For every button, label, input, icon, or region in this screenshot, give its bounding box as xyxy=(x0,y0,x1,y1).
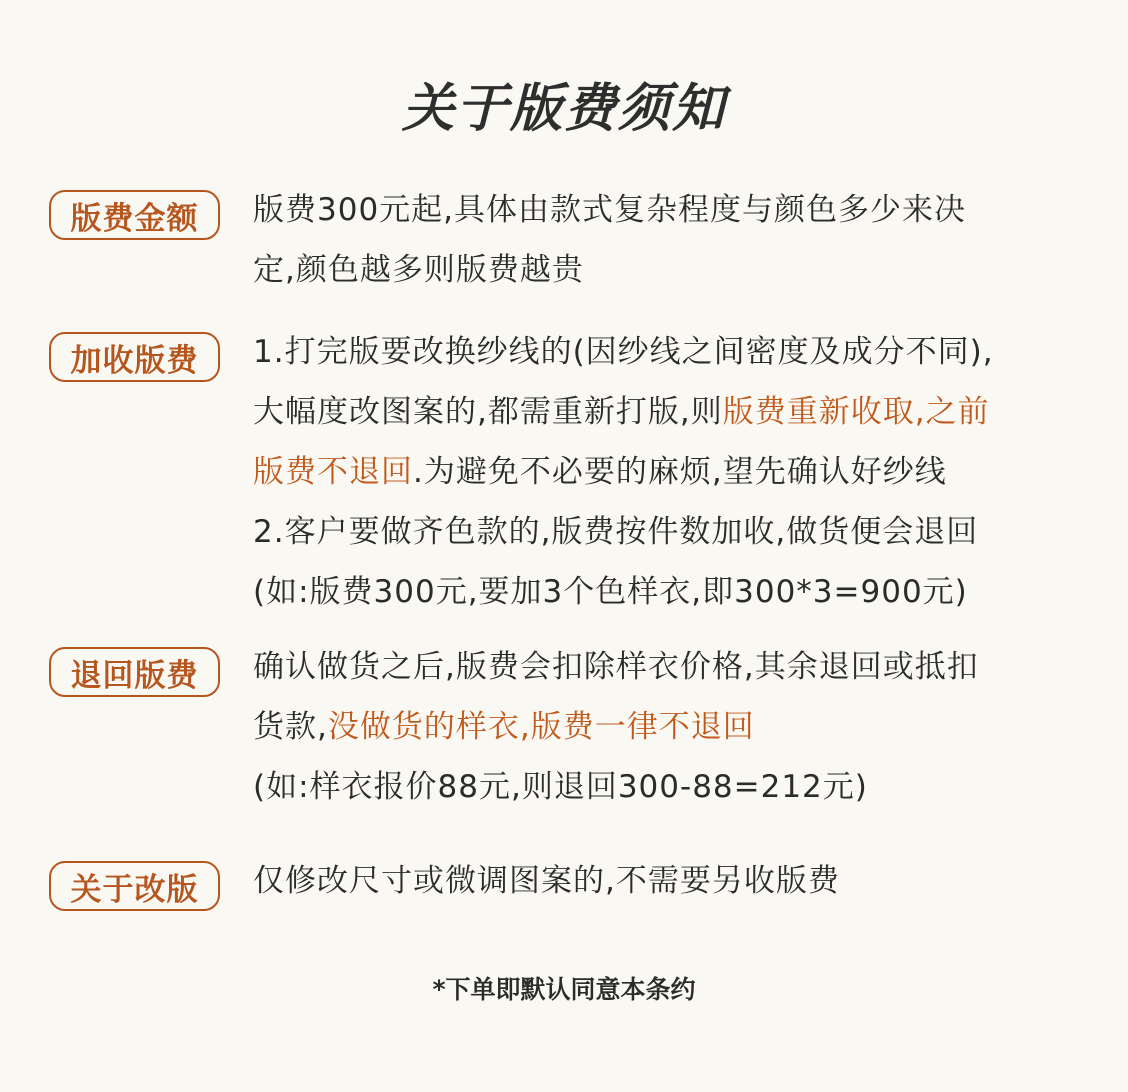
text-segment: 大幅度改图案的,都需重新打版,则 xyxy=(253,394,723,430)
text-line xyxy=(253,240,1093,300)
text-line xyxy=(253,180,1093,240)
section-body xyxy=(253,322,1093,622)
highlight-text: 版费重新收取,之前 xyxy=(722,394,990,430)
text-line xyxy=(253,562,1093,622)
section-tag: 版费金额 xyxy=(49,190,220,240)
section-body xyxy=(253,180,1093,300)
text-line xyxy=(253,322,1093,382)
text-line xyxy=(253,442,1093,502)
text-segment: 确认做货之后,版费会扣除样衣价格,其余退回或抵扣 xyxy=(253,649,979,685)
text-line xyxy=(253,382,1093,442)
section-tag: 关于改版 xyxy=(49,861,220,911)
text-segment: (如:版费300元,要加3个色样衣,即300*3=900元) xyxy=(253,574,968,610)
text-segment: 1.打完版要改换纱线的(因纱线之间密度及成分不同), xyxy=(253,334,994,370)
footer-note: *下单即默认同意本条约 xyxy=(432,975,696,1004)
section-tag: 退回版费 xyxy=(49,647,220,697)
text-segment: 版费300元起,具体由款式复杂程度与颜色多少来决 xyxy=(253,192,967,228)
text-segment: .为避免不必要的麻烦,望先确认好纱线 xyxy=(413,454,947,490)
text-segment: 定,颜色越多则版费越贵 xyxy=(253,252,584,288)
text-line xyxy=(253,851,1093,911)
section-body xyxy=(253,637,1093,817)
text-segment: 货款, xyxy=(253,709,328,745)
highlight-text: 版费不退回 xyxy=(253,454,413,490)
text-segment: 仅修改尺寸或微调图案的,不需要另收版费 xyxy=(253,863,840,899)
text-line xyxy=(253,502,1093,562)
text-segment: 2.客户要做齐色款的,版费按件数加收,做货便会退回 xyxy=(253,514,979,550)
text-line xyxy=(253,697,1093,757)
section-tag: 加收版费 xyxy=(49,332,220,382)
text-segment: (如:样衣报价88元,则退回300-88=212元) xyxy=(253,769,868,805)
section-body xyxy=(253,851,1093,911)
highlight-text: 没做货的样衣,版费一律不退回 xyxy=(327,709,755,745)
text-line xyxy=(253,637,1093,697)
page-title: 关于版费须知 xyxy=(401,79,726,139)
text-line xyxy=(253,757,1093,817)
